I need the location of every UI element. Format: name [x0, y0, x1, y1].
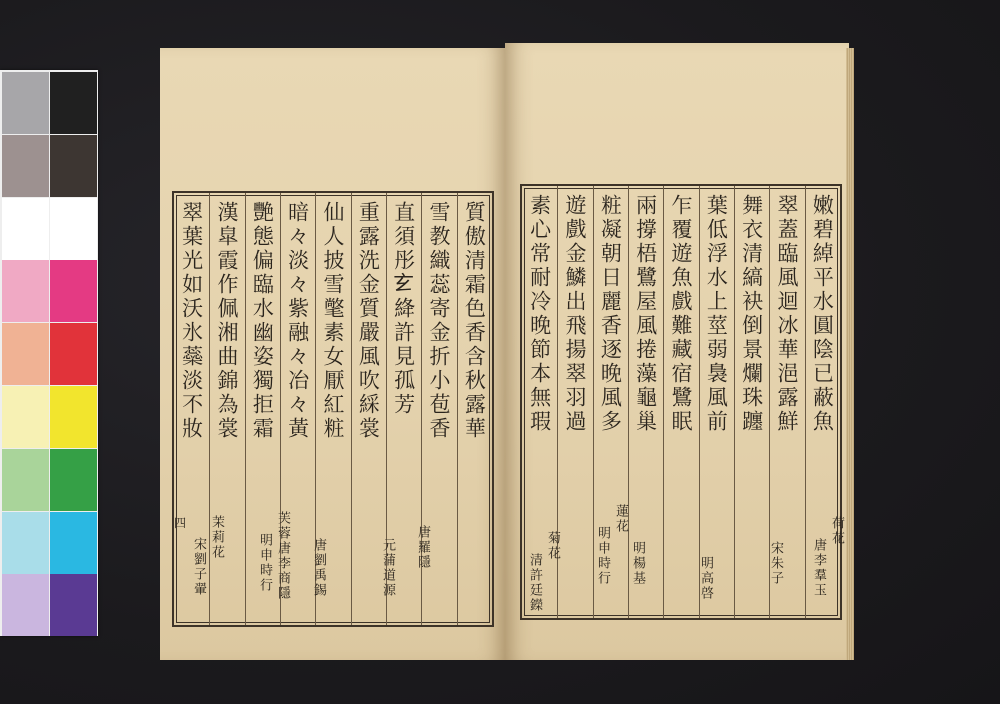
- color-swatch: [2, 449, 49, 511]
- verse-column: 乍覆遊魚戲難藏宿鷺眠: [669, 194, 693, 434]
- column-rule: [663, 186, 664, 618]
- verse-column: 素心常耐冷晚節本無瑕: [527, 194, 552, 434]
- color-swatch: [50, 135, 97, 197]
- color-swatch: [50, 386, 97, 448]
- attribution: 茉莉花: [209, 515, 224, 560]
- column-rule: [805, 186, 806, 618]
- column-rule: [351, 193, 352, 625]
- attribution: 菊花: [545, 531, 560, 561]
- color-swatch: [2, 260, 49, 322]
- color-swatch: [2, 323, 49, 385]
- attribution-author: 唐李羣玉: [811, 538, 826, 598]
- attribution: 唐李商隱: [275, 541, 290, 601]
- verse-column: 葉低浮水上莖弱裊風前: [704, 194, 729, 434]
- verse-column: 重露洗金質嚴風吹綵裳: [356, 201, 381, 441]
- verse-column: 兩撐梧鷺屋風捲藻龜巢: [633, 194, 658, 434]
- color-swatch: [50, 198, 97, 260]
- attribution: 明楊基: [630, 541, 645, 586]
- column-rule: [734, 186, 735, 618]
- attribution: 宋朱子: [768, 541, 783, 586]
- right-page: [505, 43, 849, 660]
- attribution-author: 明申時行: [595, 526, 610, 586]
- right-page-frame: [520, 184, 842, 620]
- open-book: [158, 40, 858, 670]
- attribution-author: 明申時行: [257, 533, 272, 593]
- attribution: 蓮花: [613, 504, 628, 534]
- page-number: 四: [174, 516, 187, 530]
- color-swatch: [2, 386, 49, 448]
- left-page-frame: [172, 191, 494, 627]
- verse-column: 嫩碧綽平水圓陰已蔽魚: [810, 194, 835, 434]
- attribution: 芙蓉: [275, 511, 290, 541]
- verse-column: 質傲清霜色香含秋露華: [462, 201, 487, 441]
- column-rule: [699, 186, 700, 618]
- verse-column: 舞衣清縞袂倒景爛珠躔: [739, 194, 764, 434]
- verse-column: 仙人披雪氅素女厭紅粧: [321, 201, 345, 441]
- page-edges: [846, 48, 854, 660]
- color-checker-card: [0, 70, 98, 636]
- attribution: 唐羅隱: [415, 525, 430, 570]
- attribution: 明高啓: [698, 556, 713, 601]
- color-swatch: [2, 512, 49, 574]
- verse-column: 艷態偏臨水幽姿獨拒霜: [250, 201, 275, 441]
- column-rule: [457, 193, 458, 625]
- color-swatch: [50, 323, 97, 385]
- verse-column: 翠葉光如沃氷蘂淡不妝: [179, 201, 204, 441]
- verse-column: 漢皐霞作佩湘曲錦為裳: [215, 201, 239, 441]
- attribution-author: 清許廷鑅: [527, 553, 542, 613]
- color-swatch: [50, 449, 97, 511]
- color-swatch: [50, 574, 97, 636]
- attribution: 荷花: [829, 516, 844, 546]
- verse-column: 暗々淡々紫融々冶々黃: [285, 201, 310, 441]
- verse-column: 直須彤𤣥絳許見孤芳: [391, 201, 416, 417]
- color-swatch: [2, 198, 49, 260]
- verse-column: 粧凝朝日麗香逐晚風多: [598, 194, 623, 434]
- column-rule: [245, 193, 246, 625]
- attribution: 唐劉禹錫: [311, 538, 326, 598]
- attribution-author: 宋劉子翬: [191, 537, 206, 597]
- verse-column: 遊戲金鱗出飛揚翠羽過: [563, 194, 587, 434]
- color-swatch: [2, 72, 49, 134]
- verse-column: 翠蓋臨風迴冰華浥露鮮: [775, 194, 799, 434]
- attribution: 元蒲道源: [380, 538, 395, 598]
- color-swatch: [50, 260, 97, 322]
- verse-column: 雪教織蕊寄金折小苞香: [427, 201, 451, 441]
- left-page: [160, 48, 505, 660]
- color-swatch: [2, 135, 49, 197]
- color-swatch: [50, 72, 97, 134]
- color-swatch: [50, 512, 97, 574]
- column-rule: [209, 193, 210, 625]
- color-swatch: [2, 574, 49, 636]
